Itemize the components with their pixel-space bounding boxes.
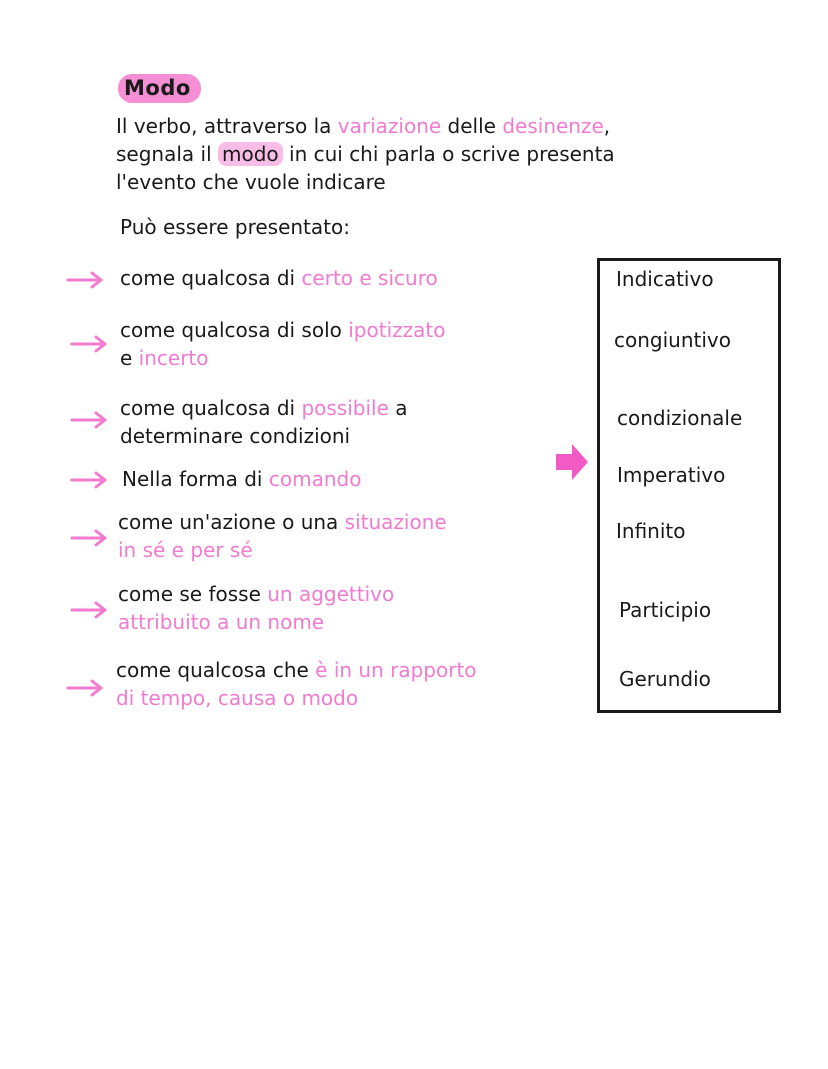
mode-indicativo: Indicativo [616,267,714,291]
list-item [120,394,408,450]
item-keyword: situazione [344,510,447,534]
mode-participio: Participio [619,598,712,622]
item-keyword: di tempo, causa o modo [116,686,359,710]
intro-text: Il verbo, attraverso la [116,114,338,138]
arrow-right-icon [70,528,108,548]
intro-keyword-modo: modo [218,142,283,166]
arrow-right-icon [66,678,104,698]
mode-condizionale: condizionale [617,406,743,430]
big-arrow-right-icon [554,442,590,482]
item-text: a [388,396,408,420]
intro-text: in cui chi parla o scrive presenta [282,142,615,166]
arrow-right-icon [66,270,104,290]
section-title: Modo [118,74,201,103]
list-item [118,508,447,564]
arrow-right-icon [70,410,108,430]
intro-keyword-desinenze: desinenze [502,114,604,138]
item-keyword: in sé e per sé [118,538,253,562]
mode-infinito: Infinito [616,519,686,543]
item-text: come qualcosa che [116,658,316,682]
item-text: determinare condizioni [120,424,351,448]
item-text: come un'azione o una [118,510,345,534]
mode-imperativo: Imperativo [617,463,726,487]
item-keyword: attribuito a un nome [118,610,325,634]
item-text: come se fosse [118,582,268,606]
arrow-right-icon [70,600,108,620]
list-item [120,316,445,372]
intro-text: l'evento che vuole indicare [116,170,386,194]
item-keyword: un aggettivo [267,582,395,606]
arrow-right-icon [70,334,108,354]
lead-text: Può essere presentato: [120,215,350,239]
intro-text: delle [441,114,503,138]
item-text: come qualcosa di solo [120,318,349,342]
item-text: come qualcosa di [120,266,302,290]
intro-text: segnala il [116,142,218,166]
mode-congiuntivo: congiuntivo [614,328,731,352]
mode-gerundio: Gerundio [619,667,711,691]
intro-text: , [603,114,611,138]
item-text: e [120,346,139,370]
list-item [118,580,394,636]
item-text: Nella forma di [122,467,269,491]
intro-keyword-variazione: variazione [337,114,442,138]
item-keyword: certo e sicuro [301,266,438,290]
list-item [120,264,438,292]
item-keyword: incerto [138,346,209,370]
item-keyword: ipotizzato [348,318,446,342]
item-keyword: comando [268,467,362,491]
arrow-right-icon [70,470,108,490]
list-item [116,656,477,712]
item-text: come qualcosa di [120,396,302,420]
item-keyword: è in un rapporto [315,658,477,682]
intro-paragraph [116,112,736,196]
item-keyword: possibile [301,396,389,420]
list-item [122,465,361,493]
